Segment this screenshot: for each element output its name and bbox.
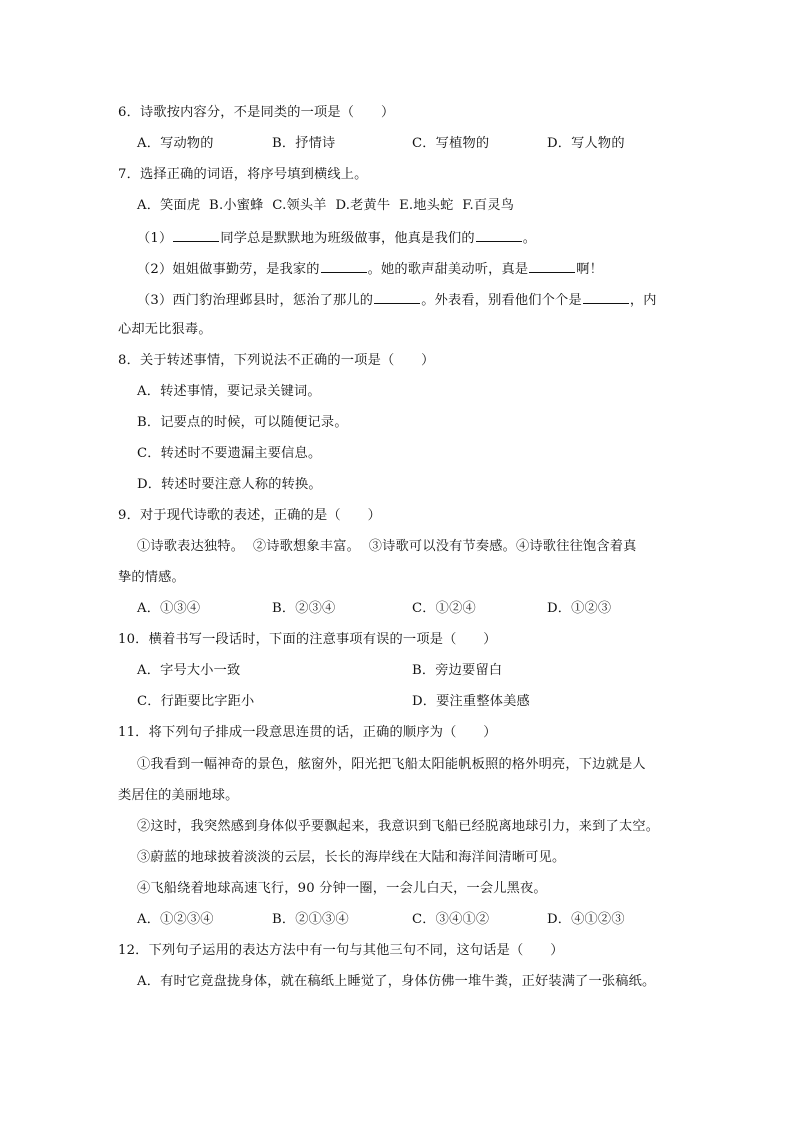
q7-item3-blank-2[interactable]: [583, 290, 629, 304]
q9-statements-line2: 挚的情感。: [118, 570, 185, 585]
q10-option-b: B．旁边要留白: [412, 663, 503, 678]
q11-sentence-2: ②这时，我突然感到身体似乎要飘起来，我意识到飞船已经脱离地球引力，来到了太空。: [137, 819, 660, 834]
q9-option-b: B．②③④: [272, 601, 336, 616]
q12-stem: 12．下列句子运用的表达方法中有一句与其他三句不同，这句话是（ ）: [118, 943, 564, 958]
q7-item2-blank-2[interactable]: [529, 259, 575, 273]
q9-option-c: C．①②④: [412, 601, 476, 616]
q10-option-a: A．字号大小一致: [137, 663, 241, 678]
q8-option-a: A．转述事情，要记录关键词。: [137, 384, 321, 399]
q9-option-d: D．①②③: [547, 601, 612, 616]
q6-option-c: C．写植物的: [412, 136, 490, 151]
q9-stem: 9．对于现代诗歌的表述，正确的是（ ）: [118, 508, 381, 523]
q7-item2-part-c: 啊！: [576, 262, 604, 277]
q7-item1-blank-2[interactable]: [476, 228, 522, 242]
q7-stem: 7．选择正确的词语，将序号填到横线上。: [118, 167, 368, 182]
q11-sentence-1-line1: ①我看到一幅神奇的景色，舷窗外，阳光把飞船太阳能帆板照的格外明亮，下边就是人: [137, 757, 646, 772]
q6-option-d: D．写人物的: [547, 136, 625, 151]
q7-item2-part-b: 。她的歌声甜美动听，真是: [367, 262, 529, 277]
q7-item1-part-c: 。: [522, 231, 537, 246]
q7-item1-part-b: 同学总是默默地为班级做事，他真是我们的: [220, 231, 475, 246]
q9-option-a: A．①③④: [137, 601, 201, 616]
q10-option-c: C．行距要比字距小: [137, 694, 255, 709]
q10-stem: 10．横着书写一段话时，下面的注意事项有误的一项是（ ）: [118, 632, 497, 647]
q6-option-b: B．抒情诗: [272, 136, 336, 151]
q10-option-d: D．要注重整体美感: [412, 694, 530, 709]
q11-option-a: A．①②③④: [137, 912, 214, 927]
q6-option-a: A．写动物的: [137, 136, 214, 151]
q7-item1-blank-1[interactable]: [173, 228, 219, 242]
q11-sentence-1-line2: 类居住的美丽地球。: [118, 788, 239, 803]
q7-choices: A．笑面虎 B.小蜜蜂 C.领头羊 D.老黄牛 E.地头蛇 F.百灵鸟: [137, 198, 515, 213]
q11-sentence-3: ③蔚蓝的地球披着淡淡的云层，长长的海岸线在大陆和海洋间清晰可见。: [137, 850, 566, 865]
q7-item1: [137, 228, 536, 248]
q8-option-c: C．转述时不要遗漏主要信息。: [137, 446, 322, 461]
q7-item3-part-b: 。外表看，别看他们个个是: [421, 293, 582, 308]
q6-stem: 6．诗歌按内容分，不是同类的一项是（ ）: [118, 105, 395, 120]
q8-option-b: B．记要点的时候，可以随便记录。: [137, 415, 348, 430]
q11-option-c: C．③④①②: [412, 912, 490, 927]
q8-stem: 8．关于转述事情，下列说法不正确的一项是（ ）: [118, 353, 435, 368]
q11-sentence-4: ④飞船绕着地球高速飞行，90 分钟一圈，一会儿白天，一会儿黑夜。: [137, 881, 547, 896]
q7-item3-part-c: ，内: [629, 293, 657, 308]
q9-statements-line1: ①诗歌表达独特。 ②诗歌想象丰富。 ③诗歌可以没有节奏感。④诗歌往往饱含着真: [137, 539, 637, 554]
q7-item3-part-a: （3）西门豹治理邺县时，惩治了那儿的: [137, 293, 374, 308]
q7-item3-continuation: 心却无比狠毒。: [118, 322, 212, 337]
q12-option-a: A．有时它竟盘拢身体，就在稿纸上睡觉了，身体仿佛一堆牛粪，正好装满了一张稿纸。: [137, 974, 656, 989]
q7-item2-blank-1[interactable]: [321, 259, 367, 273]
q7-item1-part-a: （1）: [137, 231, 173, 246]
q8-option-d: D．转述时要注意人称的转换。: [137, 477, 322, 492]
q7-item2-part-a: （2）姐姐做事勤劳，是我家的: [137, 262, 320, 277]
q7-item3: [137, 290, 657, 310]
q7-item2: [137, 259, 603, 279]
q7-item3-blank-1[interactable]: [374, 290, 420, 304]
q11-stem: 11．将下列句子排成一段意思连贯的话，正确的顺序为（ ）: [118, 725, 497, 740]
q11-option-b: B．②①③④: [272, 912, 349, 927]
q11-option-d: D．④①②③: [547, 912, 625, 927]
